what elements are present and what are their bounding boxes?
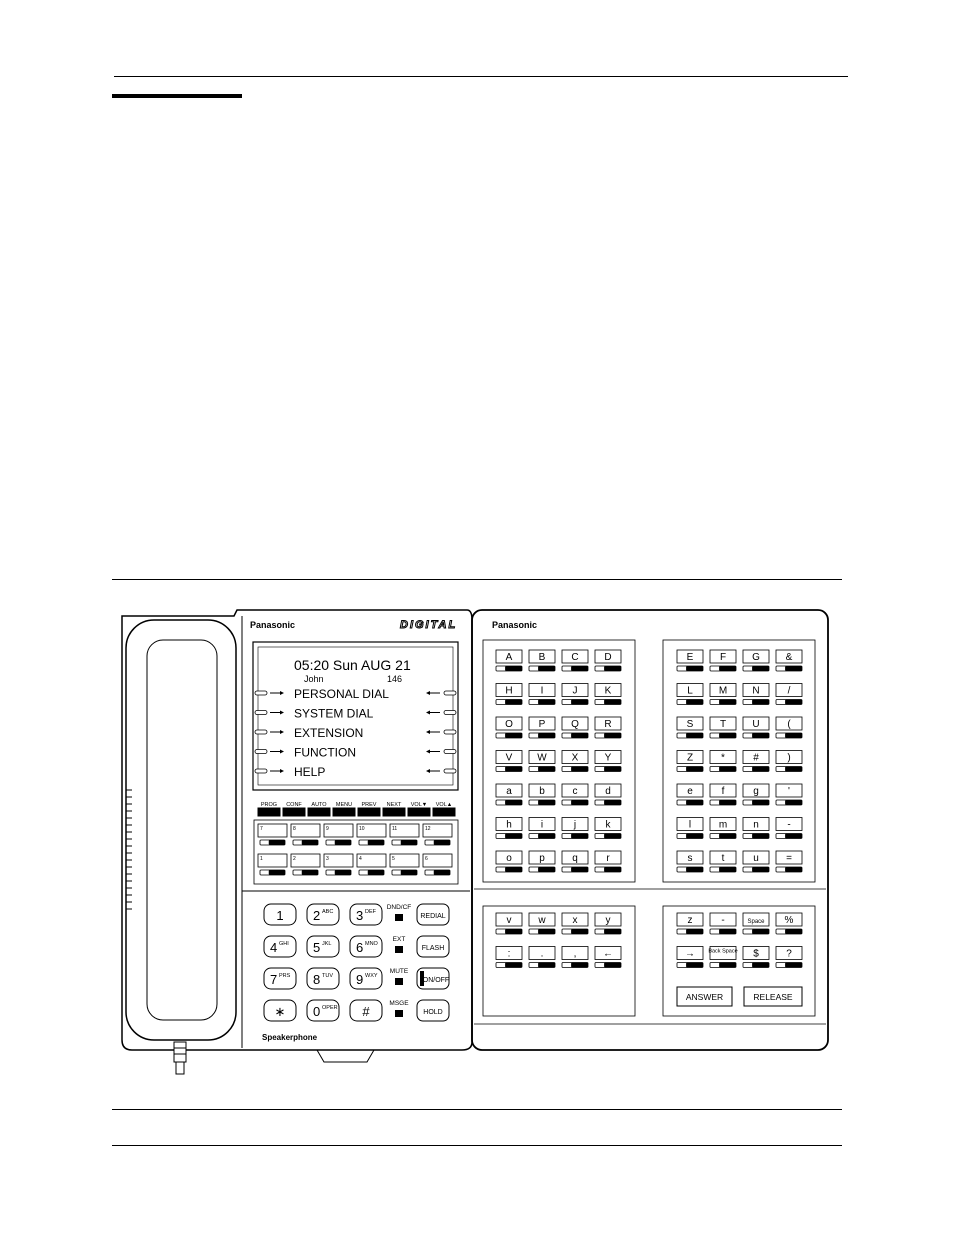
console-key[interactable] <box>710 913 736 934</box>
console-key[interactable] <box>677 851 703 872</box>
indicator-lamp <box>389 1000 409 1017</box>
console-key[interactable] <box>562 851 588 872</box>
dial-key-digit: 3 <box>356 908 364 923</box>
dial-key-digit: 0 <box>313 1004 321 1019</box>
figure-bottom-rule <box>112 1109 842 1110</box>
console-key[interactable] <box>529 717 555 738</box>
phone-figure <box>112 606 832 1086</box>
console-keys <box>496 650 802 968</box>
console-key[interactable] <box>496 684 522 705</box>
console-key-label: r <box>606 853 610 864</box>
phone-stand-foot <box>317 1050 374 1062</box>
cas-key-label: 2 <box>293 856 296 862</box>
console-key[interactable] <box>743 851 769 872</box>
console-key-label: l <box>688 819 692 831</box>
function-key[interactable] <box>333 802 355 816</box>
console-key[interactable] <box>710 818 736 839</box>
right-key-label: HOLD <box>423 1009 443 1016</box>
console-key[interactable] <box>529 913 555 934</box>
console-key-label: D <box>604 652 612 663</box>
dial-key-letters: GHI <box>279 941 289 947</box>
console-key-label: N <box>752 685 760 697</box>
console-key-label: b <box>539 786 545 797</box>
console-key[interactable] <box>708 947 737 968</box>
function-key-label: VOL▲ <box>435 802 453 808</box>
console-key[interactable] <box>710 751 736 772</box>
console-key-label: E <box>686 652 694 663</box>
console-key-label: R <box>604 719 612 730</box>
console-key[interactable] <box>776 947 802 968</box>
console-key[interactable] <box>776 751 802 772</box>
console-key[interactable] <box>743 751 769 772</box>
console-key-label: : <box>507 948 511 960</box>
console-key-label: k <box>605 819 611 831</box>
dial-key-letters: ABC <box>322 909 334 915</box>
function-key[interactable] <box>433 802 455 816</box>
right-key[interactable] <box>417 936 449 957</box>
console-key-label: T <box>719 719 727 730</box>
display-menu-item: PERSONAL DIAL <box>294 687 389 701</box>
right-key[interactable] <box>417 1000 449 1021</box>
phone-illustration <box>112 606 832 1081</box>
console-key-label: g <box>753 786 759 797</box>
console-key[interactable] <box>776 784 802 805</box>
console-key-label: P <box>538 719 546 730</box>
console-key-label: $ <box>753 948 759 960</box>
console-key[interactable] <box>776 684 802 705</box>
console-key[interactable] <box>710 684 736 705</box>
console-key[interactable] <box>529 851 555 872</box>
indicator-label: MUTE <box>389 968 409 975</box>
cas-key-label: 1 <box>260 856 263 862</box>
right-key[interactable] <box>417 968 449 989</box>
dial-key-letters: OPER <box>322 1005 338 1011</box>
console-key-label: . <box>540 948 544 960</box>
cas-key[interactable] <box>390 854 419 875</box>
dial-key[interactable] <box>307 1000 339 1021</box>
cas-key[interactable] <box>357 854 386 875</box>
console-key-label: a <box>506 786 512 797</box>
brand-right: Panasonic <box>492 620 538 630</box>
console-key-label: n <box>753 819 759 831</box>
console-key[interactable] <box>595 751 621 772</box>
cas-keys <box>258 824 452 875</box>
console-key-label: J <box>572 685 578 697</box>
addon-console-outline <box>472 610 828 1050</box>
console-key-label: j <box>573 819 577 831</box>
dial-key-letters: DEF <box>365 909 376 915</box>
dial-key-letters: PRS <box>279 973 291 979</box>
dial-key-digit: 6 <box>356 940 364 955</box>
dial-key-digit: 1 <box>276 908 284 923</box>
console-key-label: C <box>571 652 579 663</box>
console-key[interactable] <box>743 717 769 738</box>
svg-text:DIGITAL: DIGITAL <box>400 619 458 631</box>
cas-key-label: 9 <box>326 826 329 832</box>
console-key-label: & <box>785 652 793 663</box>
console-key[interactable] <box>496 650 522 671</box>
console-key[interactable] <box>595 851 621 872</box>
console-key[interactable] <box>677 784 703 805</box>
right-side-keys <box>417 904 449 1021</box>
console-key[interactable] <box>677 947 703 968</box>
console-key[interactable] <box>529 684 555 705</box>
soft-key-right[interactable] <box>426 691 456 695</box>
console-key[interactable] <box>743 818 769 839</box>
display-menu <box>255 687 456 779</box>
console-key[interactable] <box>595 650 621 671</box>
console-key-label: B <box>538 652 546 663</box>
console-key[interactable] <box>595 684 621 705</box>
handset-inner <box>147 640 217 1020</box>
cas-key[interactable] <box>390 824 419 845</box>
soft-key-right[interactable] <box>426 711 456 715</box>
console-key[interactable] <box>595 913 621 934</box>
soft-key-right[interactable] <box>426 750 456 754</box>
soft-key-left[interactable] <box>255 711 284 715</box>
console-key-label: z <box>687 915 693 926</box>
dial-key-digit: 7 <box>270 972 278 987</box>
cas-key[interactable] <box>423 854 452 875</box>
console-key-label: u <box>753 853 759 864</box>
dial-key[interactable] <box>264 968 296 989</box>
console-key[interactable] <box>496 717 522 738</box>
dial-key[interactable] <box>264 1000 296 1021</box>
console-key-label: Q <box>571 719 579 730</box>
answer-button[interactable] <box>677 987 732 1006</box>
cas-key[interactable] <box>324 824 353 845</box>
console-key[interactable] <box>562 818 588 839</box>
console-key[interactable] <box>595 818 621 839</box>
console-key[interactable] <box>743 784 769 805</box>
footer-rule <box>112 1145 842 1146</box>
handset-vents <box>126 790 132 909</box>
console-key[interactable] <box>496 913 522 934</box>
console-key[interactable] <box>562 947 588 968</box>
console-key[interactable] <box>562 784 588 805</box>
cas-key-label: 12 <box>425 826 431 832</box>
dial-key[interactable] <box>307 968 339 989</box>
indicator-lamp <box>387 904 412 921</box>
console-key[interactable] <box>776 717 802 738</box>
function-key[interactable] <box>258 802 280 816</box>
console-key[interactable] <box>776 650 802 671</box>
console-key-label: ← <box>603 948 613 960</box>
answer-label: ANSWER <box>685 992 724 1002</box>
indicator-lamp <box>393 936 406 953</box>
console-key-label: / <box>787 685 791 697</box>
console-key-label: v <box>506 915 512 926</box>
console-key-label: S <box>686 719 694 730</box>
release-label: RELEASE <box>753 992 793 1002</box>
console-key-label: = <box>786 853 792 864</box>
indicator-label: EXT <box>392 936 406 943</box>
soft-key-left[interactable] <box>255 730 284 734</box>
dial-key-letters: TUV <box>322 973 333 979</box>
speakerphone-label: Speakerphone <box>262 1033 318 1042</box>
console-key-label: x <box>572 915 578 926</box>
cas-key[interactable] <box>258 824 287 845</box>
cas-key-label: 5 <box>392 856 395 862</box>
header-rule <box>114 76 848 77</box>
console-key[interactable] <box>677 717 703 738</box>
dial-key[interactable] <box>350 904 382 925</box>
console-key-label: Back Space <box>708 948 738 955</box>
header-accent-bar <box>112 94 242 98</box>
console-key[interactable] <box>496 947 522 968</box>
console-key-label: o <box>506 853 512 864</box>
function-key-label: AUTO <box>311 802 327 808</box>
console-key-label: I <box>540 685 544 697</box>
display-clock: 05:20 Sun AUG 21 <box>294 657 411 673</box>
function-key[interactable] <box>408 802 430 816</box>
console-key[interactable] <box>595 784 621 805</box>
cas-key[interactable] <box>324 854 353 875</box>
dial-key[interactable] <box>307 904 339 925</box>
console-key-label: U <box>752 719 760 730</box>
function-key[interactable] <box>308 802 330 816</box>
console-key[interactable] <box>710 717 736 738</box>
dial-key-digit: 4 <box>270 940 278 955</box>
function-key[interactable] <box>358 802 380 816</box>
console-key[interactable] <box>529 751 555 772</box>
console-key-label: → <box>685 948 695 960</box>
dial-key-letters: WXY <box>365 973 378 979</box>
console-key[interactable] <box>562 751 588 772</box>
console-key[interactable] <box>677 751 703 772</box>
cas-key-label: 11 <box>392 826 398 832</box>
console-key-label: H <box>505 685 513 697</box>
right-key-label: REDIAL <box>420 913 446 920</box>
soft-key-left[interactable] <box>255 769 284 773</box>
indicator-lamp <box>390 968 409 985</box>
console-key-label: # <box>753 752 759 764</box>
console-key[interactable] <box>595 947 621 968</box>
dial-key-digit: ∗ <box>274 1004 286 1019</box>
console-key-label: p <box>539 853 545 864</box>
console-key-label: ? <box>786 948 792 960</box>
console-key-label: m <box>718 819 728 831</box>
cas-key[interactable] <box>258 854 287 875</box>
console-key[interactable] <box>743 947 769 968</box>
console-key-label: t <box>721 853 725 864</box>
console-key-label: Z <box>686 752 694 764</box>
cas-key-label: 6 <box>425 856 428 862</box>
function-key-label: VOL▼ <box>410 802 428 808</box>
dial-key-digit: 9 <box>356 972 364 987</box>
display-menu-item: EXTENSION <box>294 726 364 740</box>
dial-key[interactable] <box>350 968 382 989</box>
console-key-label: , <box>573 948 577 960</box>
dial-key-letters: JKL <box>322 941 332 947</box>
function-key[interactable] <box>283 802 305 816</box>
function-key-label: PROG <box>260 802 278 808</box>
console-key[interactable] <box>776 913 802 934</box>
display-menu-item: SYSTEM DIAL <box>294 706 374 721</box>
console-key[interactable] <box>496 851 522 872</box>
figure-top-rule <box>112 579 842 580</box>
brand-left: Panasonic <box>250 620 296 630</box>
dial-key-digit: # <box>362 1004 370 1019</box>
function-key-label: PREV <box>361 802 377 808</box>
console-key-label: M <box>718 685 728 697</box>
cas-key[interactable] <box>291 824 320 845</box>
console-key[interactable] <box>496 751 522 772</box>
console-key[interactable] <box>496 818 522 839</box>
console-key[interactable] <box>562 913 588 934</box>
console-key-label: e <box>687 786 693 797</box>
console-key-label: A <box>505 652 513 663</box>
cas-key-label: 10 <box>359 826 365 832</box>
right-key-label: FLASH <box>421 945 445 952</box>
console-key-label: V <box>505 752 513 764</box>
console-key-label: X <box>571 752 579 764</box>
cas-key-label: 7 <box>260 826 263 832</box>
console-key[interactable] <box>776 851 802 872</box>
dial-key[interactable] <box>264 904 296 925</box>
cas-key[interactable] <box>291 854 320 875</box>
console-key-label: F <box>719 652 727 663</box>
console-key-label: d <box>605 786 611 797</box>
console-key-label: O <box>505 719 513 730</box>
console-key[interactable] <box>677 684 703 705</box>
console-key[interactable] <box>677 913 703 934</box>
console-key[interactable] <box>496 784 522 805</box>
console-key[interactable] <box>529 818 555 839</box>
console-key-label: K <box>604 685 612 697</box>
handset-cord <box>174 1042 186 1074</box>
dial-key[interactable] <box>350 936 382 957</box>
function-key-label: CONF <box>286 802 302 808</box>
console-key-label: y <box>605 915 611 926</box>
console-key-label: f <box>721 786 725 797</box>
right-key-label: ON/OFF <box>422 977 450 984</box>
right-key[interactable] <box>417 904 449 925</box>
console-key-label: L <box>687 685 693 697</box>
console-key[interactable] <box>743 913 769 934</box>
console-key-label: ' <box>788 786 790 797</box>
console-key-label: G <box>752 652 760 663</box>
console-key-label: s <box>687 853 693 864</box>
dial-key[interactable] <box>264 936 296 957</box>
function-key-label: MENU <box>335 802 353 808</box>
display-menu-item: HELP <box>294 765 326 779</box>
cas-key[interactable] <box>357 824 386 845</box>
console-key-label: ( <box>787 719 791 730</box>
console-key-label: % <box>784 915 794 926</box>
dial-key-digit: 5 <box>313 940 321 955</box>
release-button[interactable] <box>744 987 802 1006</box>
console-key-label: c <box>572 786 578 797</box>
console-key-label: W <box>537 752 547 764</box>
soft-key-left[interactable] <box>255 750 284 754</box>
console-key[interactable] <box>595 717 621 738</box>
dial-key-digit: 8 <box>313 972 321 987</box>
console-key-label: i <box>540 819 544 831</box>
console-key-label: w <box>538 915 546 926</box>
console-key[interactable] <box>776 818 802 839</box>
handset <box>126 620 236 1040</box>
console-key[interactable] <box>743 650 769 671</box>
console-key-label: h <box>506 819 512 831</box>
cas-key-label: 4 <box>359 856 362 862</box>
dial-key-letters: MNO <box>365 941 378 947</box>
display-extension: 146 <box>387 674 403 684</box>
console-key[interactable] <box>677 650 703 671</box>
indicator-lamps <box>387 904 412 1017</box>
cas-key-label: 8 <box>293 826 296 832</box>
console-key[interactable] <box>529 947 555 968</box>
console-key[interactable] <box>562 684 588 705</box>
console-key-label: Space <box>747 919 765 925</box>
cas-key[interactable] <box>423 824 452 845</box>
console-key-label: q <box>572 853 578 864</box>
console-key[interactable] <box>710 650 736 671</box>
indicator-label: DND/CF <box>386 904 412 911</box>
console-key[interactable] <box>710 784 736 805</box>
display-name: John <box>304 674 324 684</box>
dial-key[interactable] <box>350 1000 382 1021</box>
console-key[interactable] <box>562 650 588 671</box>
digital-logo <box>400 619 457 631</box>
console-key[interactable] <box>529 784 555 805</box>
console-key[interactable] <box>562 717 588 738</box>
console-key-label: Y <box>604 752 612 764</box>
console-key-label: * <box>721 752 725 764</box>
soft-key-right[interactable] <box>426 730 456 734</box>
console-key[interactable] <box>743 684 769 705</box>
dial-key-digit: 2 <box>313 908 321 923</box>
console-key[interactable] <box>677 818 703 839</box>
display-menu-item: FUNCTION <box>294 745 356 760</box>
console-key-label: - <box>721 915 725 926</box>
console-key-label: ) <box>787 752 791 764</box>
dial-key[interactable] <box>307 936 339 957</box>
console-key[interactable] <box>529 650 555 671</box>
dial-pad <box>264 904 382 1021</box>
console-key-label: - <box>787 819 791 831</box>
soft-key-left[interactable] <box>255 691 284 695</box>
cas-key-label: 3 <box>326 856 329 862</box>
function-key-label: NEXT <box>386 802 402 808</box>
function-key[interactable] <box>383 802 405 816</box>
soft-key-right[interactable] <box>426 769 456 773</box>
console-key[interactable] <box>710 851 736 872</box>
indicator-label: MSGE <box>389 1000 409 1007</box>
function-keys <box>258 802 455 816</box>
